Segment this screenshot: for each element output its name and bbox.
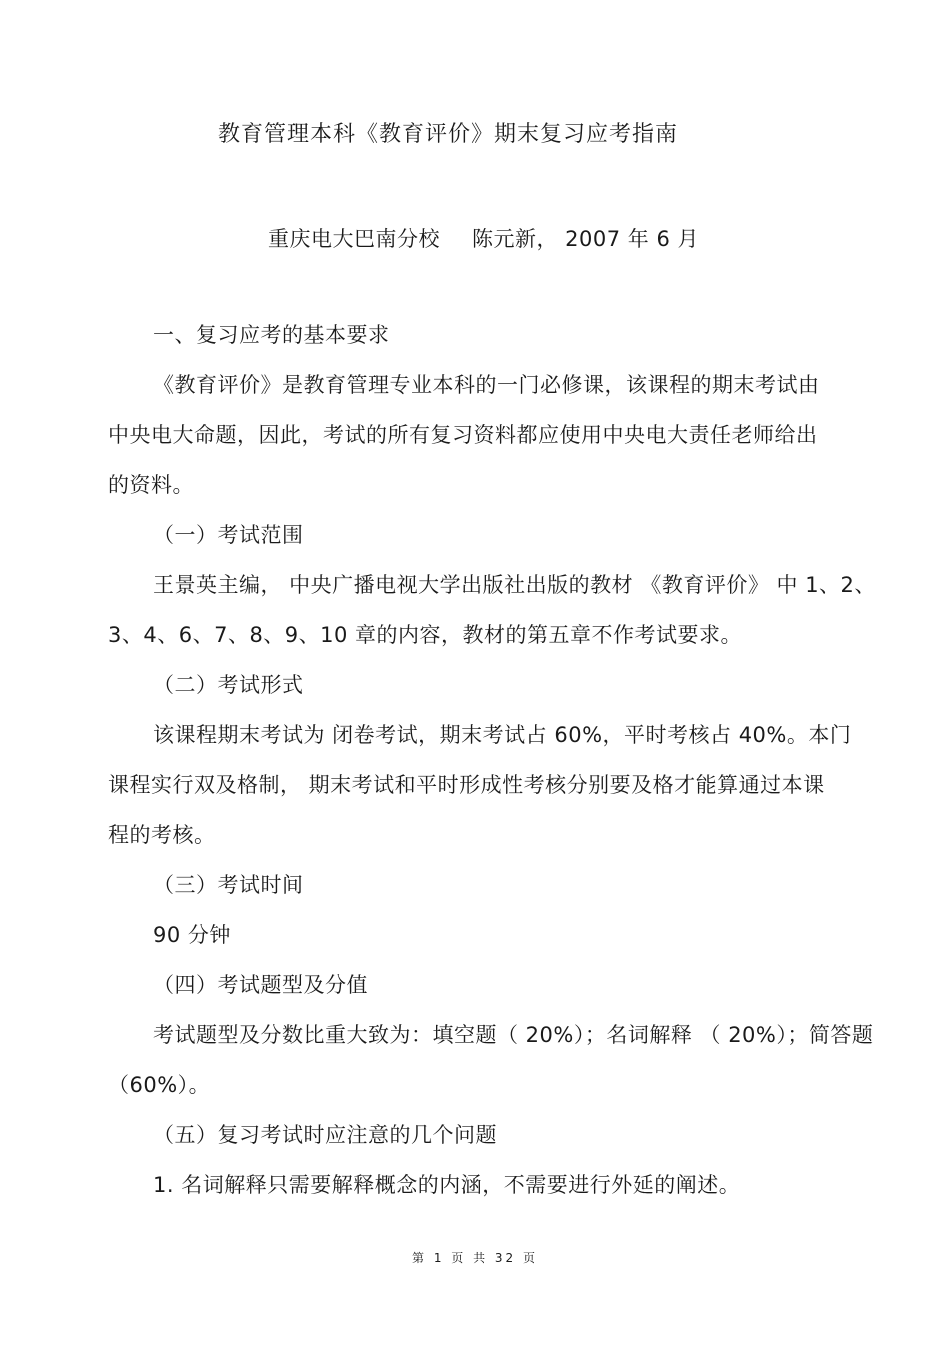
byline-author-date: 陈元新， 2007 年 6 月: [472, 227, 700, 251]
paragraph-line: （60%）。: [108, 1073, 211, 1097]
subsection-heading: （五）复习考试时应注意的几个问题: [153, 1123, 497, 1147]
paragraph-line: 的资料。: [108, 473, 194, 497]
paragraph-line: 中央电大命题，因此，考试的所有复习资料都应使用中央电大责任老师给出: [108, 423, 818, 447]
subsection-heading: （一）考试范围: [153, 523, 304, 547]
subsection-heading: （二）考试形式: [153, 673, 304, 697]
subsection-heading: （四）考试题型及分值: [153, 973, 368, 997]
paragraph-line: 3、4、6、7、8、9、10 章的内容，教材的第五章不作考试要求。: [108, 623, 743, 647]
paragraph-line: 课程实行双及格制， 期末考试和平时形成性考核分别要及格才能算通过本课: [108, 773, 825, 797]
list-item: 1. 名词解释只需要解释概念的内涵，不需要进行外延的阐述。: [153, 1173, 741, 1197]
byline-school: 重庆电大巴南分校: [268, 227, 440, 251]
subsection-heading: （三）考试时间: [153, 873, 304, 897]
paragraph-line: 该课程期末考试为 闭卷考试，期末考试占 60%，平时考核占 40%。本门: [153, 723, 852, 747]
paragraph-line: 程的考核。: [108, 823, 216, 847]
paragraph-line: 考试题型及分数比重大致为：填空题（ 20%）；名词解释 （ 20%）；简答题: [153, 1023, 874, 1047]
document-title: 教育管理本科《教育评价》期末复习应考指南: [218, 122, 679, 147]
paragraph-line: 王景英主编， 中央广播电视大学出版社出版的教材 《教育评价》 中 1、2、: [153, 573, 876, 597]
paragraph-line: 《教育评价》是教育管理专业本科的一门必修课，该课程的期末考试由: [153, 373, 820, 397]
page-footer: 第 1 页 共 32 页: [412, 1251, 538, 1265]
section-heading: 一、复习应考的基本要求: [153, 323, 390, 347]
paragraph-line: 90 分钟: [153, 923, 231, 947]
